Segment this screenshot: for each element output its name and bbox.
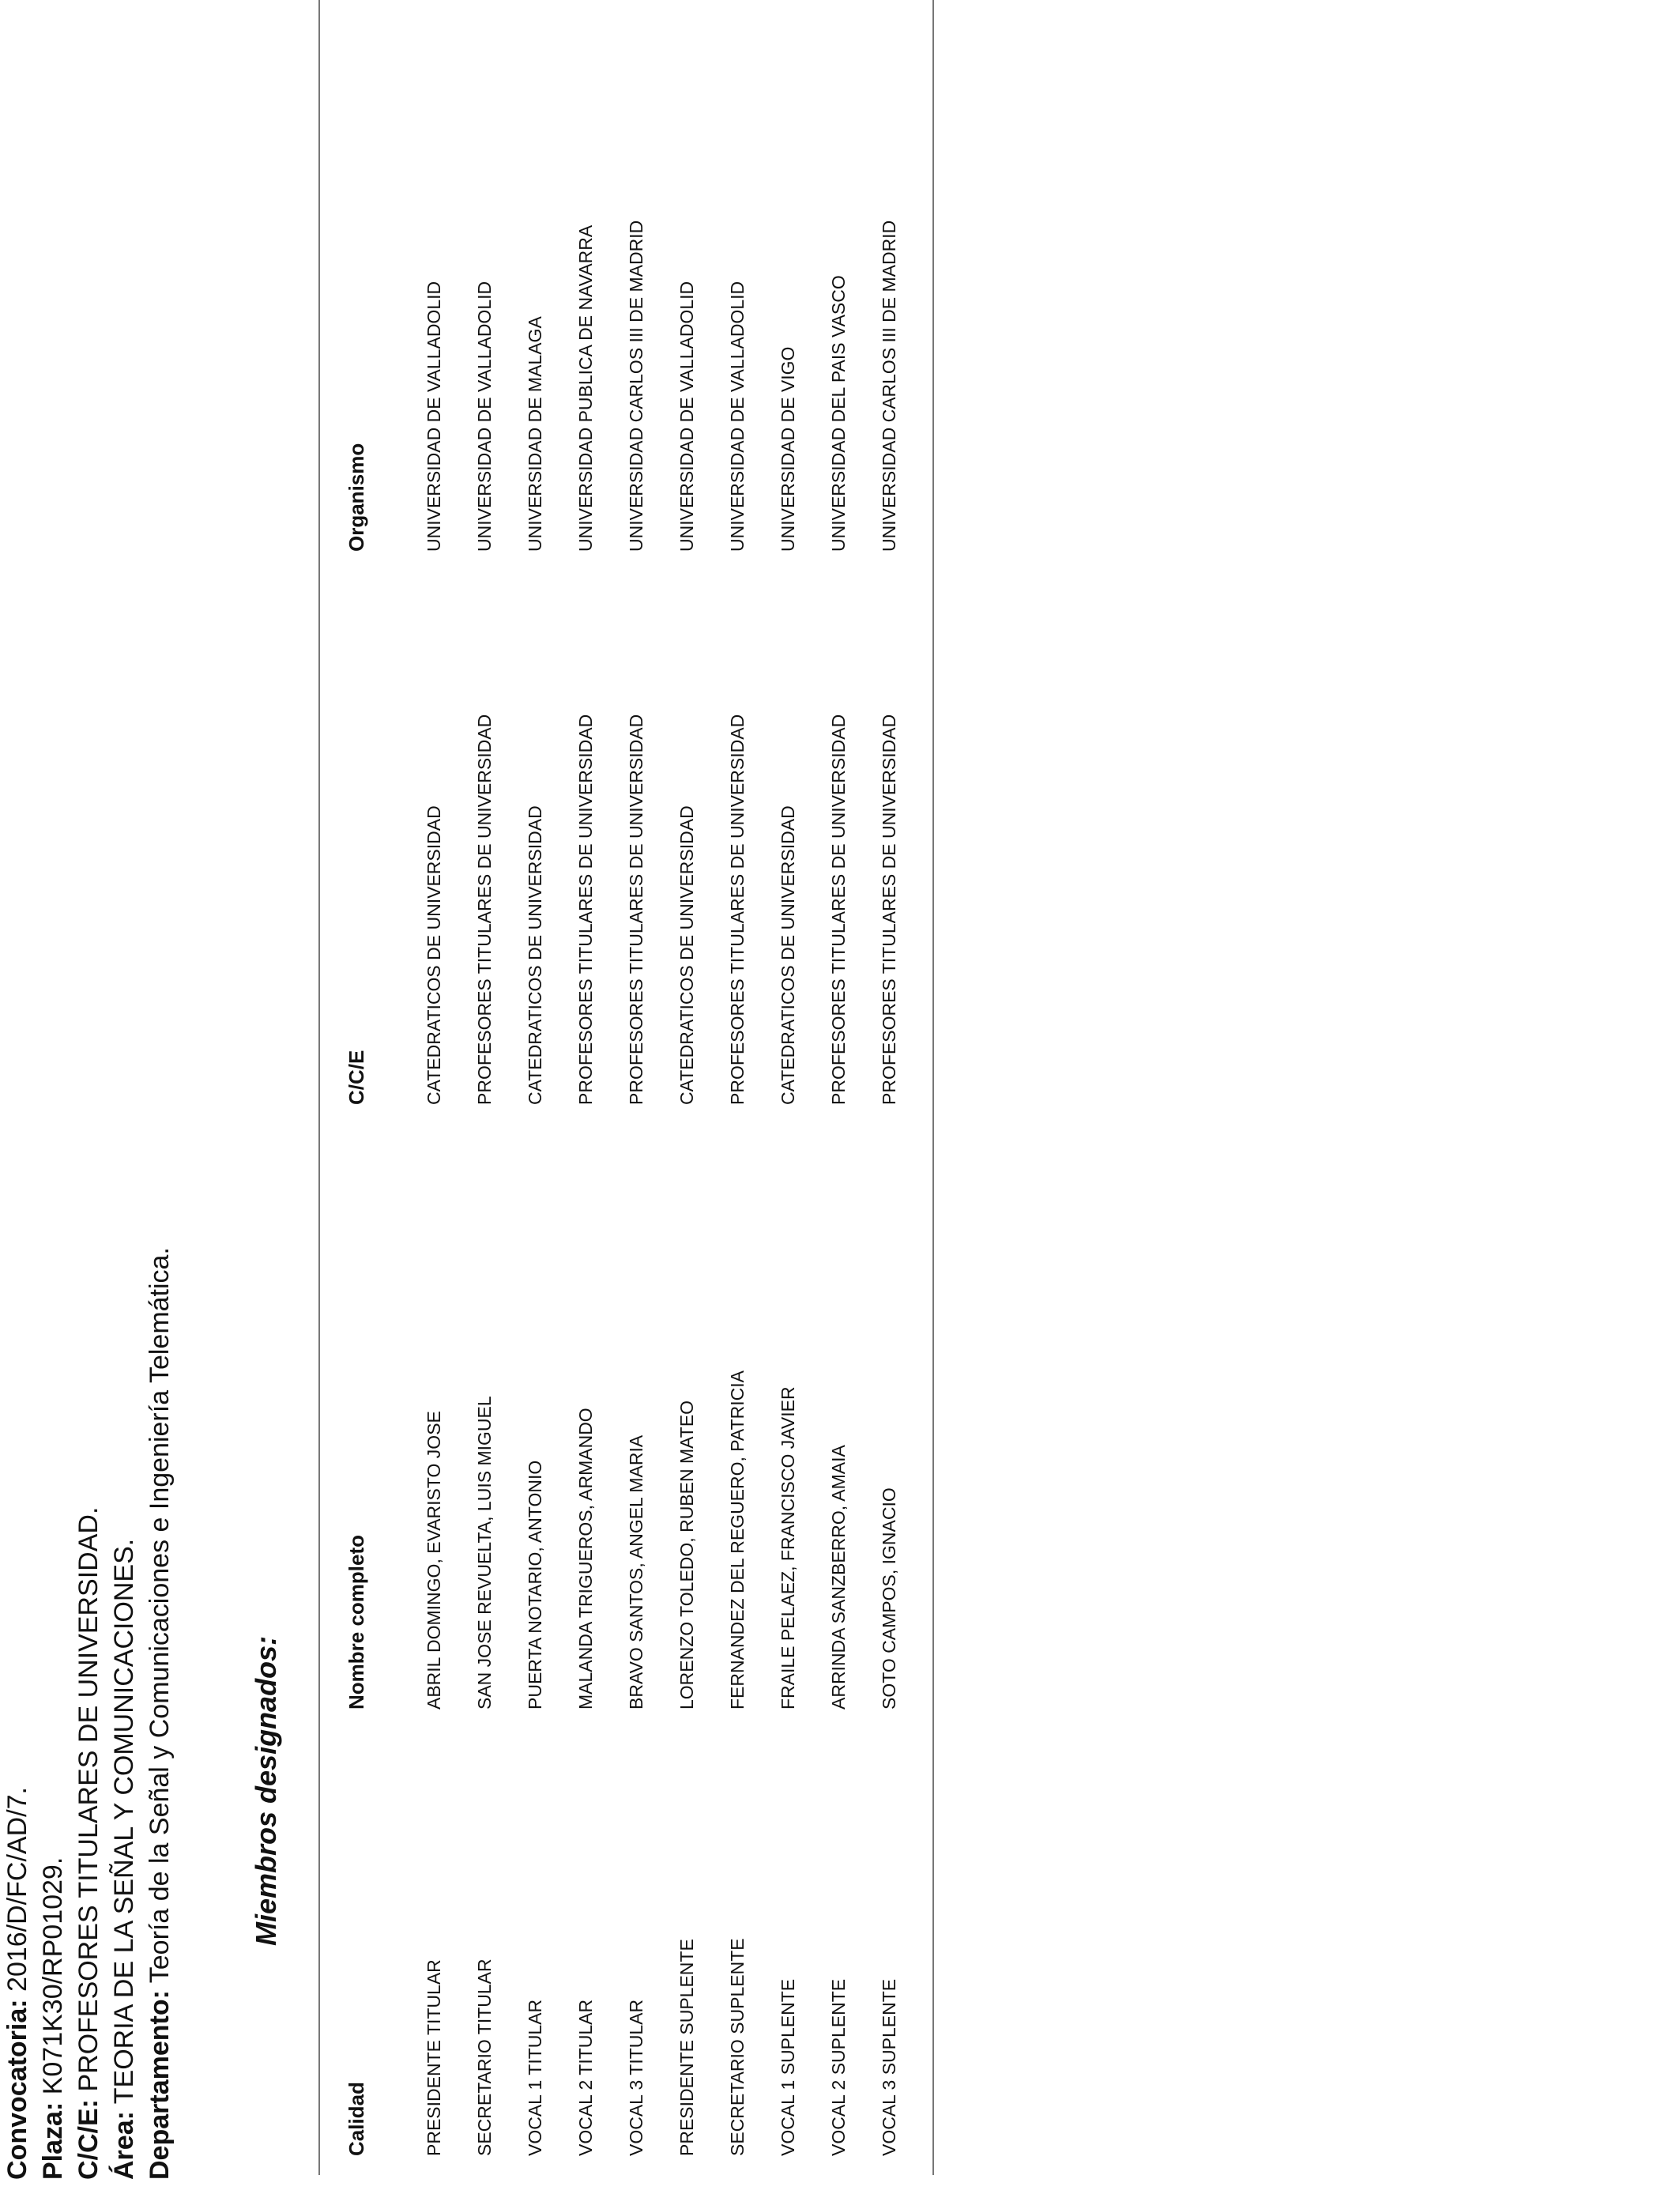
cell-cce: CATEDRATICOS DE UNIVERSIDAD <box>525 805 545 1105</box>
plaza-value: K071K30/RP01029. <box>38 1857 68 2102</box>
cell-nombre: ABRIL DOMINGO, EVARISTO JOSE <box>424 1411 444 1710</box>
cce-line <box>71 678 107 2180</box>
table-row <box>778 0 828 2156</box>
column-header-nombre: Nombre completo <box>345 1534 368 1710</box>
cell-organismo: UNIVERSIDAD CARLOS III DE MADRID <box>626 220 646 552</box>
table-row <box>525 0 575 2156</box>
cell-cce: PROFESORES TITULARES DE UNIVERSIDAD <box>474 714 495 1105</box>
table-row <box>676 0 727 2156</box>
cell-cce: CATEDRATICOS DE UNIVERSIDAD <box>676 805 697 1105</box>
departamento-value: Teoría de la Señal y Comunicaciones e Ingeniería Telemática. <box>145 1247 175 1991</box>
cell-calidad: VOCAL 2 SUPLENTE <box>828 1978 849 2156</box>
cell-cce: PROFESORES TITULARES DE UNIVERSIDAD <box>575 714 596 1105</box>
members-title: Miembros designados: <box>250 1635 282 1946</box>
cell-cce: PROFESORES TITULARES DE UNIVERSIDAD <box>879 714 899 1105</box>
table-row <box>727 0 778 2156</box>
departamento-line <box>142 678 178 2180</box>
cell-nombre: BRAVO SANTOS, ANGEL MARIA <box>626 1434 646 1710</box>
cell-calidad: PRESIDENTE SUPLENTE <box>676 1939 697 2156</box>
plaza-label: Plaza: <box>38 2102 68 2180</box>
cell-calidad: VOCAL 3 SUPLENTE <box>879 1978 899 2156</box>
cell-nombre: PUERTA NOTARIO, ANTONIO <box>525 1460 545 1710</box>
cell-organismo: UNIVERSIDAD DE MALAGA <box>525 316 545 552</box>
cell-calidad: SECRETARIO TITULAR <box>474 1958 495 2156</box>
cce-value: PROFESORES TITULARES DE UNIVERSIDAD. <box>73 1506 104 2099</box>
area-line <box>107 678 142 2180</box>
departamento-label: Departamento: <box>145 1990 175 2180</box>
table-row <box>626 0 676 2156</box>
cell-nombre: LORENZO TOLEDO, RUBEN MATEO <box>676 1400 697 1710</box>
cell-nombre: SAN JOSE REVUELTA, LUIS MIGUEL <box>474 1396 495 1710</box>
column-header-organismo: Organismo <box>345 443 368 552</box>
cce-label: C/C/E: <box>73 2099 104 2180</box>
cell-organismo: UNIVERSIDAD DE VALLADOLID <box>676 281 697 552</box>
cell-nombre: MALANDA TRIGUEROS, ARMANDO <box>575 1408 596 1710</box>
table-row <box>879 0 929 2156</box>
convocatoria-line <box>0 678 36 2180</box>
cell-cce: PROFESORES TITULARES DE UNIVERSIDAD <box>626 714 646 1105</box>
table-row <box>575 0 626 2156</box>
cell-organismo: UNIVERSIDAD PUBLICA DE NAVARRA <box>575 224 596 552</box>
table-row <box>474 0 525 2156</box>
cell-nombre: FERNANDEZ DEL REGUERO, PATRICIA <box>727 1370 748 1710</box>
cell-organismo: UNIVERSIDAD DEL PAIS VASCO <box>828 275 849 552</box>
table-header-row <box>345 0 424 2156</box>
convocatoria-value: 2016/D/FC/AD/7. <box>2 1787 32 2000</box>
plaza-line <box>36 678 71 2180</box>
column-header-calidad: Calidad <box>345 2082 368 2156</box>
cell-cce: CATEDRATICOS DE UNIVERSIDAD <box>778 805 798 1105</box>
cell-calidad: PRESIDENTE TITULAR <box>424 1959 444 2156</box>
area-value: TEORIA DE LA SEÑAL Y COMUNICACIONES. <box>109 1538 139 2112</box>
table-bottom-rule <box>932 0 934 2175</box>
convocatoria-label: Convocatoria: <box>2 1999 32 2180</box>
column-header-cce: C/C/E <box>345 1050 368 1105</box>
document-header <box>0 678 178 2180</box>
cell-nombre: SOTO CAMPOS, IGNACIO <box>879 1487 899 1710</box>
cell-organismo: UNIVERSIDAD CARLOS III DE MADRID <box>879 220 899 552</box>
cell-nombre: ARRINDA SANZBERRO, AMAIA <box>828 1445 849 1710</box>
members-table <box>345 0 929 2156</box>
area-label: Área: <box>109 2111 139 2180</box>
cell-nombre: FRAILE PELAEZ, FRANCISCO JAVIER <box>778 1386 798 1710</box>
cell-organismo: UNIVERSIDAD DE VALLADOLID <box>424 281 444 552</box>
cell-calidad: VOCAL 1 SUPLENTE <box>778 1978 798 2156</box>
cell-cce: PROFESORES TITULARES DE UNIVERSIDAD <box>828 714 849 1105</box>
table-row <box>424 0 474 2156</box>
table-row <box>828 0 879 2156</box>
cell-cce: CATEDRATICOS DE UNIVERSIDAD <box>424 805 444 1105</box>
cell-organismo: UNIVERSIDAD DE VALLADOLID <box>474 281 495 552</box>
cell-organismo: UNIVERSIDAD DE VIGO <box>778 346 798 552</box>
cell-calidad: VOCAL 2 TITULAR <box>575 1999 596 2156</box>
cell-organismo: UNIVERSIDAD DE VALLADOLID <box>727 281 748 552</box>
table-top-rule <box>318 0 320 2175</box>
cell-calidad: VOCAL 3 TITULAR <box>626 1999 646 2156</box>
cell-calidad: SECRETARIO SUPLENTE <box>727 1938 748 2156</box>
cell-calidad: VOCAL 1 TITULAR <box>525 1999 545 2156</box>
cell-cce: PROFESORES TITULARES DE UNIVERSIDAD <box>727 714 748 1105</box>
members-table-body <box>424 0 929 2156</box>
